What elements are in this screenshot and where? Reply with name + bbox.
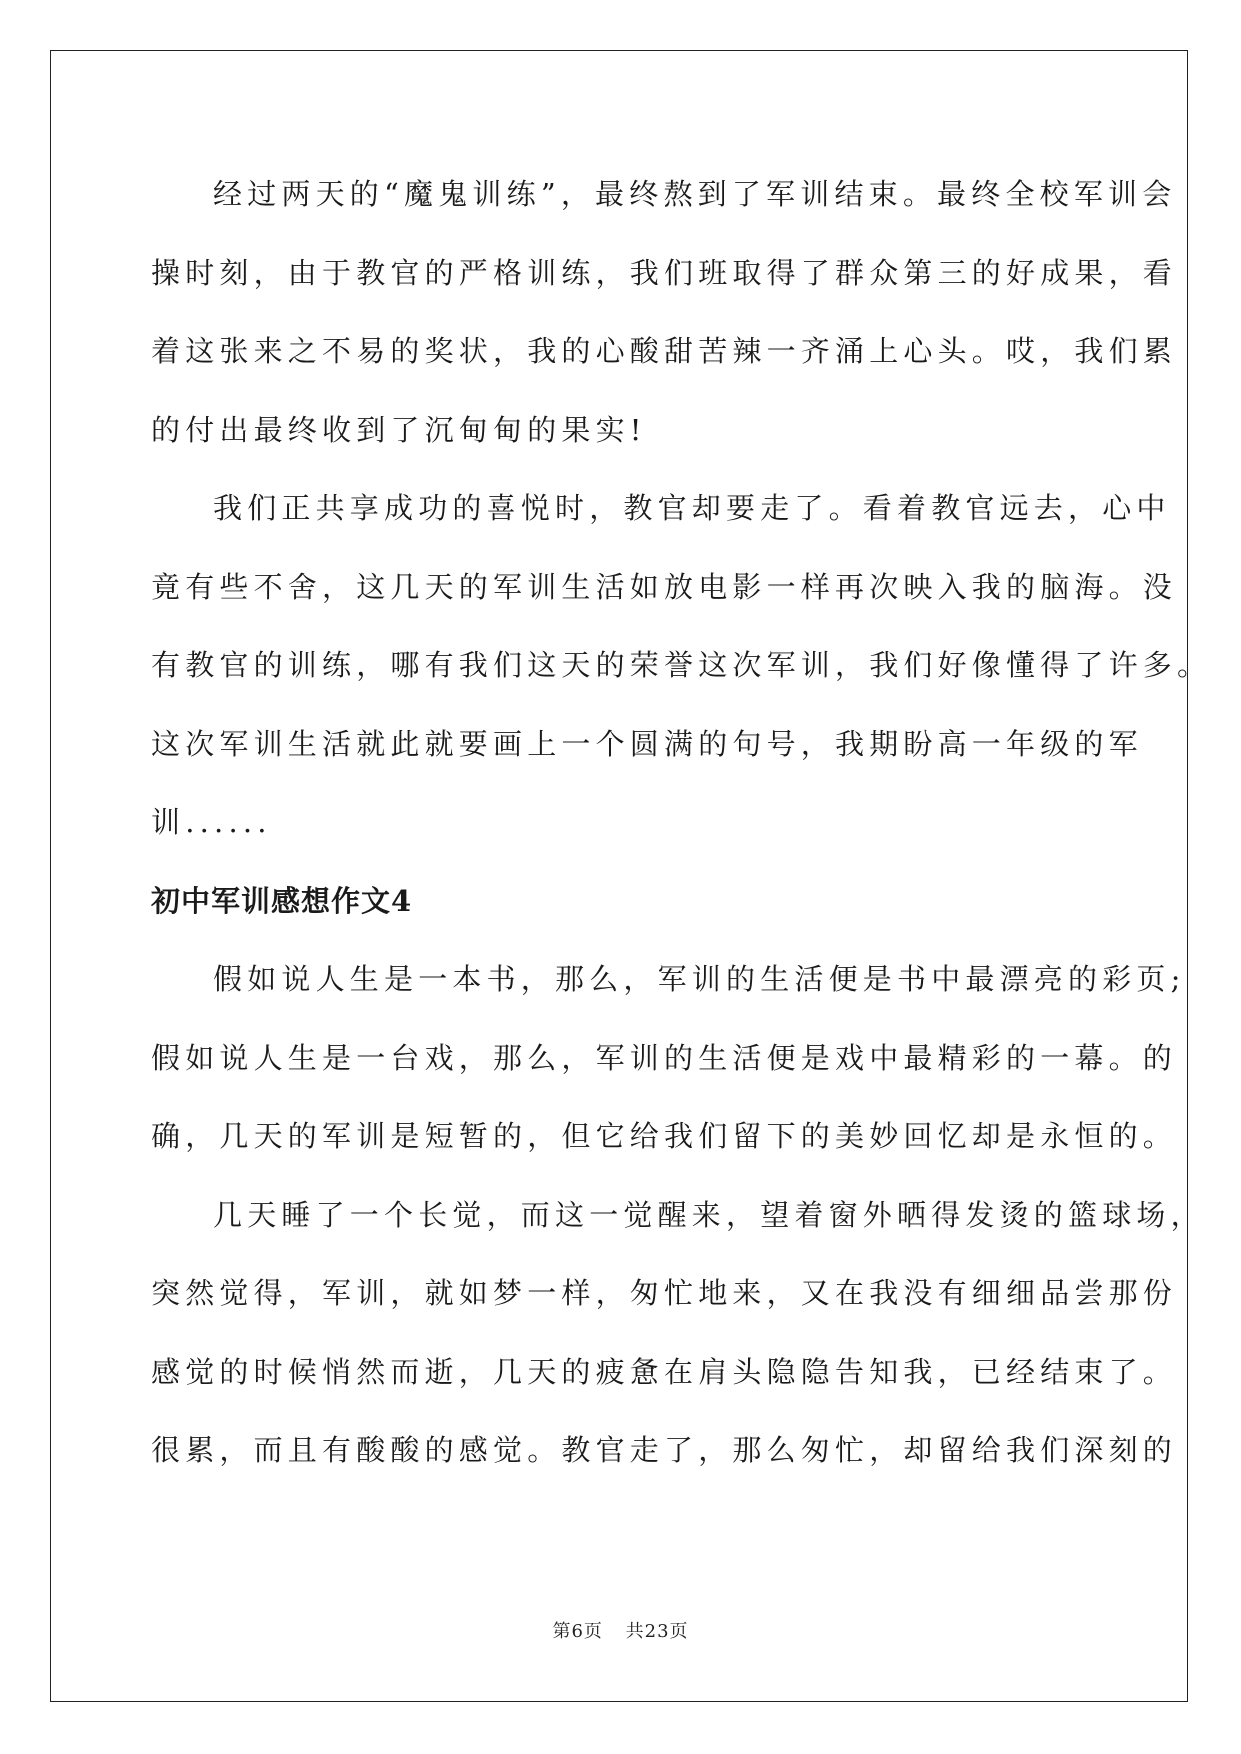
paragraph	[151, 1176, 1205, 1490]
text-line: 假如说人生是一台戏，那么，军训的生活便是戏中最精彩的一幕。的	[151, 1040, 1178, 1075]
text-line: 的付出最终收到了沉甸甸的果实!	[151, 412, 647, 447]
page-footer	[0, 1617, 1241, 1643]
text-line: 着这张来之不易的奖状，我的心酸甜苦辣一齐涌上心头。哎，我们累	[151, 334, 1178, 368]
text-line: 几天睡了一个长觉，而这一觉醒来，望着窗外晒得发烫的篮球场，	[213, 1197, 1205, 1232]
text-line: 竟有些不舍，这几天的军训生活如放电影一样再次映入我的脑海。没	[151, 569, 1178, 604]
page-total: 共23页	[625, 1621, 689, 1642]
text-line: 突然觉得，军训，就如梦一样，匆忙地来，又在我没有细细品尝那份	[151, 1276, 1178, 1310]
document-body	[151, 155, 1212, 1490]
text-line: 训......	[151, 805, 272, 839]
paragraph	[151, 469, 1212, 862]
text-line: 经过两天的“魔鬼训练”，最终熬到了军训结束。最终全校军训会	[213, 177, 1177, 211]
paragraph	[151, 940, 1186, 1176]
text-line: 这次军训生活就此就要画上一个圆满的句号，我期盼高一年级的军	[151, 726, 1143, 761]
text-line: 确，几天的军训是短暂的，但它给我们留下的美妙回忆却是永恒的。	[151, 1119, 1178, 1153]
text-line: 有教官的训练，哪有我们这天的荣誉这次军训，我们好像懂得了许多。	[151, 648, 1212, 682]
text-line: 我们正共享成功的喜悦时，教官却要走了。看着教官远去，心中	[213, 491, 1171, 525]
page-number: 第6页	[552, 1621, 603, 1642]
section-heading: 初中军训感想作文4	[151, 883, 413, 918]
text-line: 很累，而且有酸酸的感觉。教官走了，那么匆忙，却留给我们深刻的	[151, 1433, 1178, 1467]
text-line: 感觉的时候悄然而逝，几天的疲惫在肩头隐隐告知我，已经结束了。	[151, 1354, 1178, 1389]
text-line: 操时刻，由于教官的严格训练，我们班取得了群众第三的好成果，看	[151, 255, 1178, 290]
text-line: 假如说人生是一本书，那么，军训的生活便是书中最漂亮的彩页;	[213, 962, 1186, 996]
paragraph	[151, 155, 1178, 469]
